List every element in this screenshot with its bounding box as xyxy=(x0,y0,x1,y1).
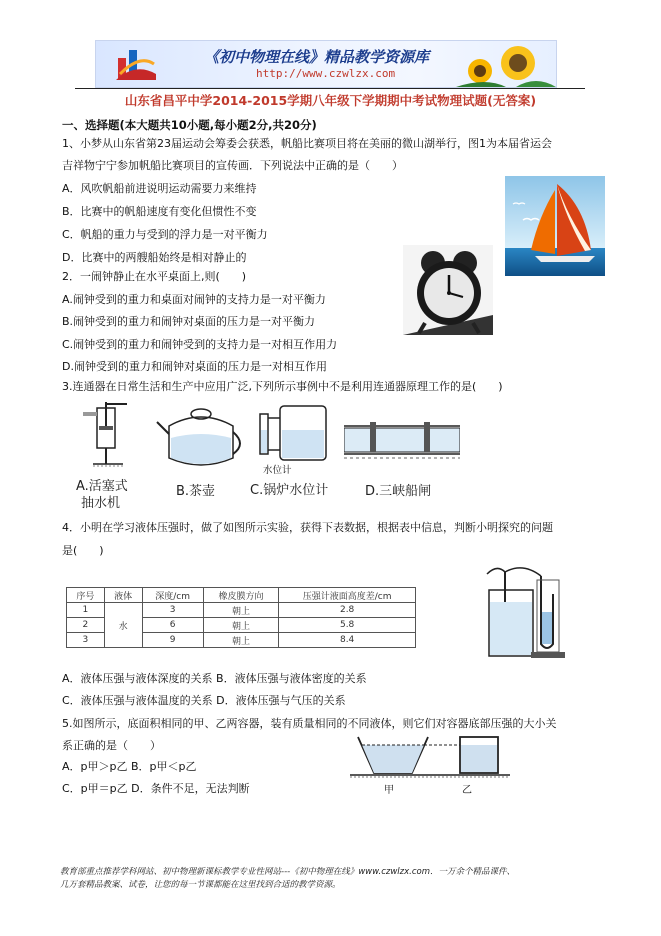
footer-line-1: 教育部重点推荐学科网站、初中物理新课标教学专业性网站---《初中物理在线》www.czwlzx.com．一万余个精品课件、 xyxy=(60,867,516,877)
q2-stem: 2．一闹钟静止在水平桌面上,则( ) xyxy=(62,270,247,283)
q2-option-a: A.闹钟受到的重力和桌面对闹钟的支持力是一对平衡力 xyxy=(62,293,326,306)
q1-stem-2: 吉祥物宁宁参加帆船比赛项目的宣传画．下列说法中正确的是（ ） xyxy=(62,159,403,172)
alarm-clock-illustration xyxy=(403,245,493,335)
col-header: 橡皮膜方向 xyxy=(203,588,279,603)
q2-option-d: D.闹钟受到的重力和闹钟对桌面的压力是一对相互作用 xyxy=(62,360,327,373)
footer-line-2: 几万套精品教案、试卷，让您的每一节课都能在这里找到合适的教学资源。 xyxy=(60,880,341,890)
q3-caption-a2: 抽水机 xyxy=(81,496,121,511)
table-cell: 8.4 xyxy=(279,633,416,648)
q3-stem: 3.连通器在日常生活和生产中应用广泛,下列所示事例中不是利用连通器原理工作的是( ) xyxy=(62,380,503,393)
table-cell: 朝上 xyxy=(203,618,279,633)
section-heading: 一、选择题(本大题共10小题,每小题2分,共20分) xyxy=(62,118,317,132)
banner-title: 《初中物理在线》精品教学资源库 xyxy=(204,48,430,66)
q3-caption-b: B.茶壶 xyxy=(176,484,216,499)
containers-figure xyxy=(350,733,510,779)
q4-options-ab: A．液体压强与液体深度的关系 B．液体压强与液体密度的关系 xyxy=(62,672,367,685)
col-header: 深度/cm xyxy=(142,588,203,603)
q1-stem-1: 1、小梦从山东省第23届运动会筹委会获悉，帆船比赛项目将在美丽的微山湖举行，图1为本届省运会 xyxy=(62,137,552,150)
sunflower-icon xyxy=(456,41,556,87)
q4-stem-2: 是( ) xyxy=(62,544,104,557)
q1-option-b: B．比赛中的帆船速度有变化但惯性不变 xyxy=(62,205,257,218)
col-header: 液体 xyxy=(104,588,142,603)
q2-option-b: B.闹钟受到的重力和闹钟对桌面的压力是一对平衡力 xyxy=(62,315,316,328)
q4-data-table xyxy=(66,587,416,648)
q5-stem-2: 系正确的是（ ） xyxy=(62,739,161,752)
q4-options-cd: C．液体压强与液体温度的关系 D．液体压强与气压的关系 xyxy=(62,694,346,707)
banner-url[interactable]: http://www.czwlzx.com xyxy=(256,67,396,80)
table-cell: 3 xyxy=(67,633,105,648)
q5-options-ab: A．p甲＞p乙 B．p甲＜p乙 xyxy=(62,760,197,773)
pressure-gauge-apparatus xyxy=(483,560,579,662)
table-cell: 5.8 xyxy=(279,618,416,633)
boiler-gauge-figure xyxy=(256,404,336,462)
header-divider xyxy=(75,88,585,89)
q3-caption-a1: A.活塞式 xyxy=(76,479,128,494)
table-row xyxy=(67,603,416,618)
q1-option-c: C．帆船的重力与受到的浮力是一对平衡力 xyxy=(62,228,268,241)
q5-options-cd: C．p甲＝p乙 D．条件不足，无法判断 xyxy=(62,782,250,795)
q3-caption-c: C.锅炉水位计 xyxy=(250,483,329,498)
table-cell: 3 xyxy=(142,603,203,618)
q4-stem-1: 4．小明在学习液体压强时，做了如图所示实验，获得下表数据，根据表中信息，判断小明探究的问题 xyxy=(62,521,553,534)
page-footer xyxy=(60,866,620,892)
q2-option-c: C.闹钟受到的重力和闹钟受到的支持力是一对相互作用力 xyxy=(62,338,338,351)
container-label-yi: 乙 xyxy=(462,785,472,796)
header-banner xyxy=(95,40,557,88)
q1-option-d: D．比赛中的两艘船始终是相对静止的 xyxy=(62,251,247,264)
q5-stem-1: 5.如图所示，底面积相同的甲、乙两容器，装有质量相同的不同液体，则它们对容器底部压强的大小关 xyxy=(62,717,557,730)
table-cell: 朝上 xyxy=(203,633,279,648)
container-label-jia: 甲 xyxy=(384,785,394,796)
q3-water-gauge-label: 水位计 xyxy=(263,465,292,476)
table-cell-liquid: 水 xyxy=(104,603,142,648)
logo-icon xyxy=(114,44,158,84)
table-cell: 1 xyxy=(67,603,105,618)
ship-lock-figure xyxy=(344,418,460,468)
col-header: 序号 xyxy=(67,588,105,603)
teapot-figure xyxy=(155,404,247,474)
table-header-row xyxy=(67,588,416,603)
sailboat-illustration xyxy=(505,176,605,276)
q1-option-a: A．风吹帆船前进说明运动需要力来维持 xyxy=(62,182,257,195)
table-cell: 2.8 xyxy=(279,603,416,618)
table-cell: 9 xyxy=(142,633,203,648)
piston-pump-figure xyxy=(75,402,155,472)
col-header: 压强计液面高度差/cm xyxy=(279,588,416,603)
table-cell: 2 xyxy=(67,618,105,633)
table-cell: 6 xyxy=(142,618,203,633)
table-cell: 朝上 xyxy=(203,603,279,618)
q3-caption-d: D.三峡船闸 xyxy=(365,484,432,499)
page-title: 山东省昌平中学2014-2015学期八年级下学期期中考试物理试题(无答案) xyxy=(124,93,537,108)
